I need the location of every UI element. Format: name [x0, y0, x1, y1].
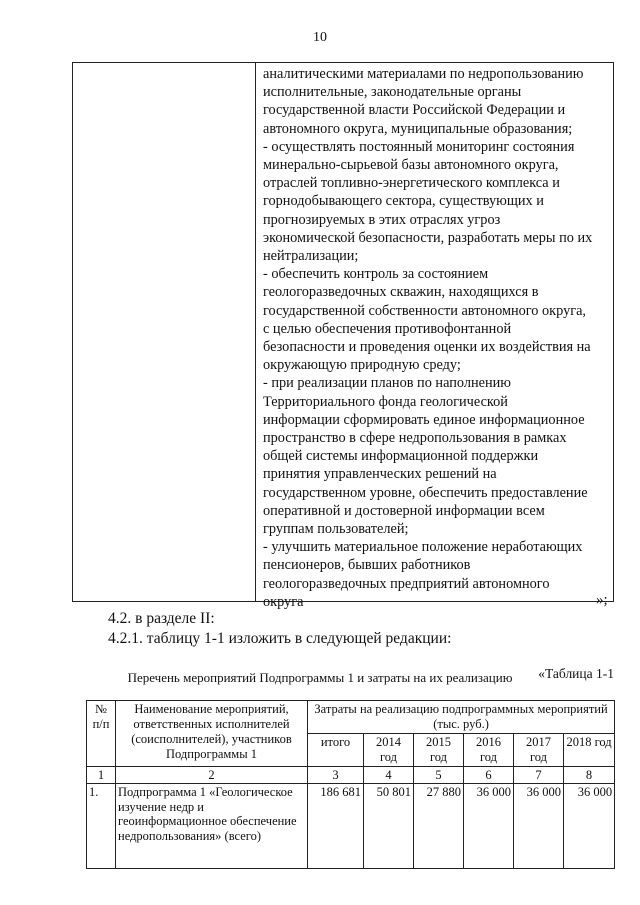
text-line: окружающую природную среду; [263, 357, 461, 374]
column-number: 5 [414, 767, 464, 784]
header-name: Наименование мероприятий, ответственных исполнителей (соисполнителей), участников Подпрограммы 1 [116, 701, 308, 767]
header-row [87, 701, 615, 734]
column-number: 4 [364, 767, 414, 784]
page-number: 10 [313, 30, 327, 45]
text-line: отраслей топливно-энергетического комплекса и [263, 175, 560, 192]
column-divider [255, 63, 256, 601]
text-line: Территориального фонда геологической [263, 393, 508, 410]
row-value-2017: 36 000 [514, 784, 564, 869]
row-value-2016: 36 000 [464, 784, 514, 869]
row-value-2018: 36 000 [564, 784, 615, 869]
text-line: - улучшить материальное положение неработающих [263, 539, 583, 556]
column-number: 8 [564, 767, 615, 784]
continuation-text [263, 65, 611, 611]
costs-table [86, 700, 615, 869]
column-number-row [87, 767, 615, 784]
header-costs: Затраты на реализацию подпрограммных мероприятий (тыс. руб.) [308, 701, 615, 734]
row-number: 1. [87, 784, 116, 869]
text-line: экономической безопасности, разработать меры по их [263, 229, 593, 246]
text-line: нейтрализации; [263, 248, 359, 265]
table-caption: Перечень мероприятий Подпрограммы 1 и затраты на их реализацию [127, 670, 513, 685]
text-line: округа [263, 593, 304, 610]
text-line: принятия управленческих решений на [263, 466, 497, 483]
text-line: - обеспечить контроль за состоянием [263, 266, 489, 283]
text-line: оперативной и достоверной информации всем [263, 502, 545, 519]
column-number: 3 [308, 767, 364, 784]
text-line: геологоразведочных скважин, находящихся в [263, 284, 539, 301]
column-number: 1 [87, 767, 116, 784]
text-line: геологоразведочных предприятий автономного [263, 575, 550, 592]
header-number: № п/п [87, 701, 116, 767]
text-line: - при реализации планов по наполнению [263, 375, 511, 392]
header-year: 2015 год [414, 734, 464, 767]
row-name: Подпрограмма 1 «Геологическое изучение недр и геоинформационное обеспечение недропользования» (всего) [116, 784, 308, 869]
text-line: прогнозируемых в этих отраслях угроз [263, 211, 501, 228]
column-number: 7 [514, 767, 564, 784]
header-total: итого [308, 734, 364, 767]
text-line: аналитическими материалами по недропользованию [263, 66, 584, 82]
text-line: безопасности и проведения оценки их воздействия на [263, 339, 591, 356]
row-value-2015: 27 880 [414, 784, 464, 869]
text-line: общей системы информационной поддержки [263, 448, 539, 465]
subsection-paragraph: 4.2.1. таблицу 1-1 изложить в следующей редакции: [108, 630, 452, 647]
text-line: минерально-сырьевой базы автономного округа, [263, 157, 559, 174]
column-number: 6 [464, 767, 514, 784]
continuation-table [72, 62, 614, 610]
table-reference: «Таблица 1-1 [538, 666, 614, 681]
header-year: 2014 год [364, 734, 414, 767]
text-line: пенсионеров, бывших работников [263, 557, 471, 574]
text-line: - осуществлять постоянный мониторинг состояния [263, 138, 575, 155]
closing-quote: »; [596, 592, 608, 608]
row-total: 186 681 [308, 784, 364, 869]
header-year: 2017 год [514, 734, 564, 767]
table-row [87, 784, 615, 869]
column-number: 2 [116, 767, 308, 784]
text-line: пространство в сфере недропользования в рамках [263, 430, 567, 447]
text-line: группам пользователей; [263, 521, 409, 538]
text-line: информации сформировать единое информационное [263, 411, 585, 428]
header-year: 2016 год [464, 734, 514, 767]
text-line: государственной собственности автономного округа, [263, 302, 587, 319]
text-line: с целью обеспечения противофонтанной [263, 320, 512, 337]
text-line: автономного округа, муниципальные образования; [263, 120, 573, 137]
text-line: горнодобывающего сектора, существующих и [263, 193, 544, 210]
text-line: государственном уровне, обеспечить предоставление [263, 484, 588, 501]
header-year: 2018 год [564, 734, 615, 767]
text-line: государственной власти Российской Федерации и [263, 102, 566, 119]
section-paragraph: 4.2. в разделе II: [108, 610, 215, 627]
row-value-2014: 50 801 [364, 784, 414, 869]
text-line: исполнительные, законодательные органы [263, 84, 522, 101]
